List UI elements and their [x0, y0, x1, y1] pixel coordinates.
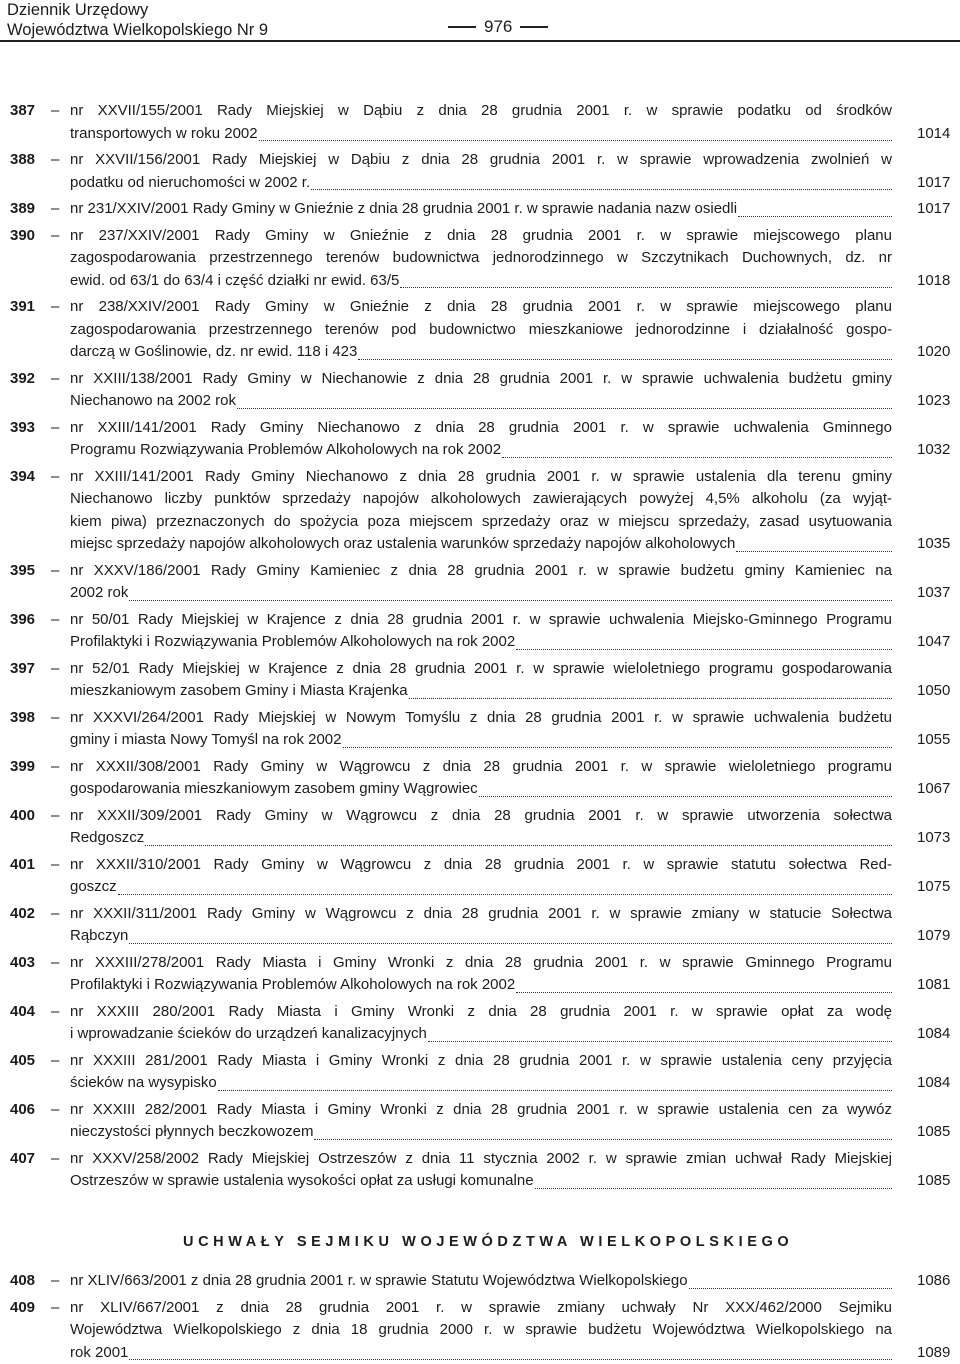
entry-dash: – [51, 952, 59, 975]
entry-line: nr XXIII/141/2001 Rady Gminy Niechanowo z dnia 28 grudnia 2001 r. w sprawie uchwalenia Gminnego [70, 417, 892, 440]
entry-last-line [70, 439, 892, 462]
entry-text [70, 296, 892, 364]
list-item [0, 225, 960, 293]
entry-text [70, 1297, 892, 1364]
entry-page: 1079 [917, 925, 950, 948]
entry-page: 1067 [917, 778, 950, 801]
entry-line: nr XXXII/308/2001 Rady Gminy w Wągrowcu z dnia 28 grudnia 2001 r. w sprawie wieloletniego programu [70, 756, 892, 779]
leader-dots [535, 1188, 892, 1189]
entry-dash: – [51, 296, 59, 319]
entry-line: Niechanowo liczby punktów sprzedaży napojów alkoholowych zawierających powyżej 4,5% alkoholu (za wyjąt- [70, 488, 892, 511]
list-item [0, 466, 960, 556]
leader-dots [738, 216, 892, 217]
list-item [0, 952, 960, 997]
entry-line: Niechanowo na 2002 rok [70, 390, 236, 413]
leader-dots [311, 189, 892, 190]
entry-line: nr XXXII/310/2001 Rady Gminy w Wągrowcu z dnia 28 grudnia 2001 r. w sprawie statutu sołectwa Red- [70, 854, 892, 877]
entry-number: 389 [10, 198, 35, 221]
list-item [0, 1050, 960, 1095]
entry-page: 1084 [917, 1072, 950, 1095]
entry-number: 407 [10, 1148, 35, 1171]
entry-last-line [70, 270, 892, 293]
entry-line: transportowych w roku 2002 [70, 123, 258, 146]
entry-line: goszcz [70, 876, 117, 899]
entry-line: nr XXXII/311/2001 Rady Gminy w Wągrowcu z dnia 28 grudnia 2001 r. w sprawie zmiany w statucie Sołectwa [70, 903, 892, 926]
entry-number: 388 [10, 149, 35, 172]
page-header [7, 0, 268, 40]
leader-dots [358, 359, 892, 360]
entry-line: i wprowadzanie ścieków do urządzeń kanalizacyjnych [70, 1023, 427, 1046]
entry-number: 401 [10, 854, 35, 877]
entry-line: nr XXVII/155/2001 Rady Miejskiej w Dąbiu z dnia 28 grudnia 2001 r. w sprawie podatku od środków [70, 100, 892, 123]
entry-number: 398 [10, 707, 35, 730]
list-item [0, 1148, 960, 1193]
journal-title: Dziennik Urzędowy [7, 0, 268, 20]
entry-text [70, 100, 892, 145]
entry-text [70, 149, 892, 194]
leader-dots [428, 1041, 892, 1042]
entry-line: rok 2001 [70, 1342, 128, 1364]
entry-line: nr XXXV/186/2001 Rady Gminy Kamieniec z dnia 28 grudnia 2001 r. w sprawie budżetu gminy Kamieniec na [70, 560, 892, 583]
entry-number: 403 [10, 952, 35, 975]
list-item [0, 198, 960, 221]
entry-page: 1014 [917, 123, 950, 146]
entry-line: Ostrzeszów w sprawie ustalenia wysokości opłat za usługi komunalne [70, 1170, 534, 1193]
list-item [0, 609, 960, 654]
entry-dash: – [51, 1148, 59, 1171]
entry-last-line [70, 680, 892, 703]
leader-dots [400, 287, 892, 288]
entry-line: 2002 rok [70, 582, 128, 605]
entry-last-line [70, 1072, 892, 1095]
entry-page: 1018 [917, 270, 950, 293]
entry-page: 1035 [917, 533, 950, 556]
entry-last-line [70, 198, 892, 221]
entry-line: Profilaktyki i Rozwiązywania Problemów Alkoholowych na rok 2002 [70, 974, 515, 997]
entry-number: 404 [10, 1001, 35, 1024]
leader-dots [145, 845, 892, 846]
entry-last-line [70, 1023, 892, 1046]
entry-last-line [70, 1342, 892, 1364]
entry-page: 1085 [917, 1121, 950, 1144]
entry-line: nr XXIII/138/2001 Rady Gminy w Niechanowie z dnia 28 grudnia 2001 r. w sprawie uchwalenia budżetu gminy [70, 368, 892, 391]
page-number [440, 17, 556, 37]
entry-line: mieszkaniowym zasobem Gminy i Miasta Krajenka [70, 680, 408, 703]
entry-line: nr XXXV/258/2002 Rady Miejskiej Ostrzeszów z dnia 11 stycznia 2002 r. w sprawie zmian uchwał Rady Miejskiej [70, 1148, 892, 1171]
entry-dash: – [51, 466, 59, 489]
entry-dash: – [51, 1050, 59, 1073]
entry-number: 393 [10, 417, 35, 440]
list-item [0, 296, 960, 364]
entry-last-line [70, 778, 892, 801]
entry-dash: – [51, 100, 59, 123]
entry-number: 392 [10, 368, 35, 391]
entry-line: nr XXXIII 280/2001 Rady Miasta i Gminy Wronki z dnia 28 grudnia 2001 r. w sprawie opłat za wodę [70, 1001, 892, 1024]
entry-dash: – [51, 609, 59, 632]
entry-text [70, 1148, 892, 1193]
entry-last-line [70, 390, 892, 413]
entry-last-line [70, 341, 892, 364]
resolutions-list [0, 100, 960, 1193]
entry-text [70, 225, 892, 293]
entry-dash: – [51, 149, 59, 172]
entry-line: Rąbczyn [70, 925, 128, 948]
entry-page: 1017 [917, 198, 950, 221]
list-item [0, 854, 960, 899]
entry-text [70, 466, 892, 556]
entry-last-line [70, 974, 892, 997]
entry-line: nr 238/XXIV/2001 Rady Gminy w Gnieźnie z dnia 28 grudnia 2001 r. w sprawie miejscowego planu [70, 296, 892, 319]
list-item [0, 1099, 960, 1144]
entry-last-line [70, 1170, 892, 1193]
entry-dash: – [51, 805, 59, 828]
entry-page: 1020 [917, 341, 950, 364]
entry-number: 390 [10, 225, 35, 248]
entry-dash: – [51, 1297, 59, 1320]
entry-text [70, 707, 892, 752]
entry-number: 405 [10, 1050, 35, 1073]
entry-number: 408 [10, 1270, 35, 1293]
entry-number: 397 [10, 658, 35, 681]
entry-line: gospodarowania mieszkaniowym zasobem gminy Wągrowiec [70, 778, 478, 801]
entry-text [70, 658, 892, 703]
leader-dots [343, 747, 893, 748]
entry-number: 394 [10, 466, 35, 489]
entry-dash: – [51, 368, 59, 391]
entry-text [70, 1270, 892, 1293]
entry-dash: – [51, 198, 59, 221]
leader-dots [502, 457, 892, 458]
entry-line: nr 52/01 Rady Miejskiej w Krajence z dnia 28 grudnia 2001 r. w sprawie wieloletniego programu gospodarowania [70, 658, 892, 681]
entry-last-line [70, 876, 892, 899]
entry-last-line [70, 533, 892, 556]
entry-dash: – [51, 1099, 59, 1122]
entry-page: 1017 [917, 172, 950, 195]
list-item [0, 1001, 960, 1046]
dash-left [448, 26, 476, 27]
entry-last-line [70, 631, 892, 654]
entry-line: nr XXXIII 282/2001 Rady Miasta i Gminy Wronki z dnia 28 grudnia 2001 r. w sprawie ustalenia cen za wywóz [70, 1099, 892, 1122]
entry-page: 1037 [917, 582, 950, 605]
list-item [0, 100, 960, 145]
entry-line: nr XXXIII 281/2001 Rady Miasta i Gminy Wronki z dnia 28 grudnia 2001 r. w sprawie ustalenia ceny przyjęcia [70, 1050, 892, 1073]
leader-dots [689, 1288, 892, 1289]
entry-dash: – [51, 417, 59, 440]
entry-number: 391 [10, 296, 35, 319]
entry-line: gminy i miasta Nowy Tomyśl na rok 2002 [70, 729, 342, 752]
entry-page: 1086 [917, 1270, 950, 1293]
entry-line: Programu Rozwiązywania Problemów Alkoholowych na rok 2002 [70, 439, 501, 462]
entry-text [70, 609, 892, 654]
entry-last-line [70, 925, 892, 948]
entry-dash: – [51, 1001, 59, 1024]
entry-dash: – [51, 756, 59, 779]
entry-number: 409 [10, 1297, 35, 1320]
entry-last-line [70, 729, 892, 752]
entry-text [70, 560, 892, 605]
entry-dash: – [51, 658, 59, 681]
header-rule [0, 40, 960, 42]
entry-line: nr XXVII/156/2001 Rady Miejskiej w Dąbiu z dnia 28 grudnia 2001 r. w sprawie wprowadzenia zwolnień w [70, 149, 892, 172]
entry-line: nr 237/XXIV/2001 Rady Gminy w Gnieźnie z dnia 28 grudnia 2001 r. w sprawie miejscowego planu [70, 225, 892, 248]
entry-line: zagospodarowania przestrzennego terenów budownictwa jednorodzinnego w Szczytnikach Duchownych, dz. nr [70, 247, 892, 270]
entry-text [70, 756, 892, 801]
entry-number: 395 [10, 560, 35, 583]
list-item [0, 1297, 960, 1364]
leader-dots [129, 943, 892, 944]
leader-dots [516, 992, 892, 993]
journal-region: Województwa Wielkopolskiego Nr 9 [7, 20, 268, 40]
dash-right [520, 26, 548, 27]
entry-line: podatku od nieruchomości w 2002 r. [70, 172, 310, 195]
entry-page: 1055 [917, 729, 950, 752]
entry-line: zagospodarowania przestrzennego terenów pod budownictwo mieszkaniowe jednorodzinne i działalność gospo- [70, 319, 892, 342]
entry-number: 396 [10, 609, 35, 632]
entry-last-line [70, 172, 892, 195]
leader-dots [736, 551, 892, 552]
entry-line: nr 50/01 Rady Miejskiej w Krajence z dnia 28 grudnia 2001 r. w sprawie uchwalenia Miejsko-Gminnego Programu [70, 609, 892, 632]
leader-dots [218, 1090, 892, 1091]
entry-number: 400 [10, 805, 35, 828]
leader-dots [409, 698, 892, 699]
entry-dash: – [51, 903, 59, 926]
entry-line: nr 231/XXIV/2001 Rady Gminy w Gnieźnie z dnia 28 grudnia 2001 r. w sprawie nadania nazw osiedli [70, 198, 737, 221]
entry-last-line [70, 123, 892, 146]
entry-line: nr XXIII/141/2001 Rady Gminy Niechanowo z dnia 28 grudnia 2001 r. w sprawie ustalenia dla terenu gminy [70, 466, 892, 489]
entry-number: 387 [10, 100, 35, 123]
entry-number: 402 [10, 903, 35, 926]
entry-line: nr XLIV/667/2001 z dnia 28 grudnia 2001 r. w sprawie zmiany uchwały Nr XXX/462/2000 Sejmiku [70, 1297, 892, 1320]
leader-dots [516, 649, 892, 650]
entry-dash: – [51, 560, 59, 583]
entry-line: ścieków na wysypisko [70, 1072, 217, 1095]
entry-text [70, 198, 892, 221]
entry-text [70, 805, 892, 850]
list-item [0, 1270, 960, 1293]
entry-line: nr XLIV/663/2001 z dnia 28 grudnia 2001 r. w sprawie Statutu Województwa Wielkopolskiego [70, 1270, 688, 1293]
entry-last-line [70, 582, 892, 605]
leader-dots [237, 408, 892, 409]
entry-line: Województwa Wielkopolskiego z dnia 18 grudnia 2000 r. w sprawie budżetu Województwa Wielkopolskiego na [70, 1319, 892, 1342]
entry-text [70, 854, 892, 899]
list-item [0, 560, 960, 605]
entry-page: 1085 [917, 1170, 950, 1193]
leader-dots [118, 894, 892, 895]
list-item [0, 149, 960, 194]
entry-line: nieczystości płynnych beczkowozem [70, 1121, 313, 1144]
entry-dash: – [51, 1270, 59, 1293]
entry-last-line [70, 1121, 892, 1144]
entry-text [70, 1099, 892, 1144]
entry-page: 1081 [917, 974, 950, 997]
entry-number: 399 [10, 756, 35, 779]
entry-page: 1023 [917, 390, 950, 413]
list-item [0, 707, 960, 752]
sejmik-resolutions-list [0, 1270, 960, 1364]
list-item [0, 658, 960, 703]
entry-page: 1047 [917, 631, 950, 654]
leader-dots [479, 796, 892, 797]
entry-dash: – [51, 854, 59, 877]
entry-line: darczą w Goślinowie, dz. nr ewid. 118 i 423 [70, 341, 357, 364]
entry-page: 1073 [917, 827, 950, 850]
entry-page: 1050 [917, 680, 950, 703]
leader-dots [259, 140, 892, 141]
section-heading: UCHWAŁY SEJMIKU WOJEWÓDZTWA WIELKOPOLSKIEGO [183, 1234, 793, 1250]
leader-dots [129, 600, 892, 601]
list-item [0, 903, 960, 948]
entry-text [70, 1001, 892, 1046]
entry-line: nr XXXVI/264/2001 Rady Miejskiej w Nowym Tomyślu z dnia 28 grudnia 2001 r. w sprawie uchwalenia budżetu [70, 707, 892, 730]
entry-line: kiem piwa) przeznaczonych do spożycia poza miejscem sprzedaży oraz w miejscu sprzedaży, zasad usytuowania [70, 511, 892, 534]
page-number-value: 976 [484, 17, 512, 37]
entry-text [70, 368, 892, 413]
entry-number: 406 [10, 1099, 35, 1122]
entry-page: 1075 [917, 876, 950, 899]
entry-last-line [70, 827, 892, 850]
entry-line: Redgoszcz [70, 827, 144, 850]
list-item [0, 805, 960, 850]
entry-line: Profilaktyki i Rozwiązywania Problemów Alkoholowych na rok 2002 [70, 631, 515, 654]
entry-text [70, 417, 892, 462]
entry-text [70, 1050, 892, 1095]
list-item [0, 417, 960, 462]
entry-line: ewid. od 63/1 do 63/4 i część działki nr ewid. 63/5 [70, 270, 399, 293]
entry-last-line [70, 1270, 892, 1293]
entry-page: 1084 [917, 1023, 950, 1046]
entry-dash: – [51, 225, 59, 248]
entry-text [70, 903, 892, 948]
list-item [0, 368, 960, 413]
entry-line: miejsc sprzedaży napojów alkoholowych oraz ustalenia warunków sprzedaży napojów alkoholowych [70, 533, 735, 556]
entry-page: 1032 [917, 439, 950, 462]
leader-dots [314, 1139, 892, 1140]
entry-dash: – [51, 707, 59, 730]
list-item [0, 756, 960, 801]
entry-page: 1089 [917, 1342, 950, 1364]
entry-text [70, 952, 892, 997]
entry-line: nr XXXIII/278/2001 Rady Miasta i Gminy Wronki z dnia 28 grudnia 2001 r. w sprawie Gminnego Programu [70, 952, 892, 975]
entry-line: nr XXXII/309/2001 Rady Gminy w Wągrowcu z dnia 28 grudnia 2001 r. w sprawie utworzenia sołectwa [70, 805, 892, 828]
